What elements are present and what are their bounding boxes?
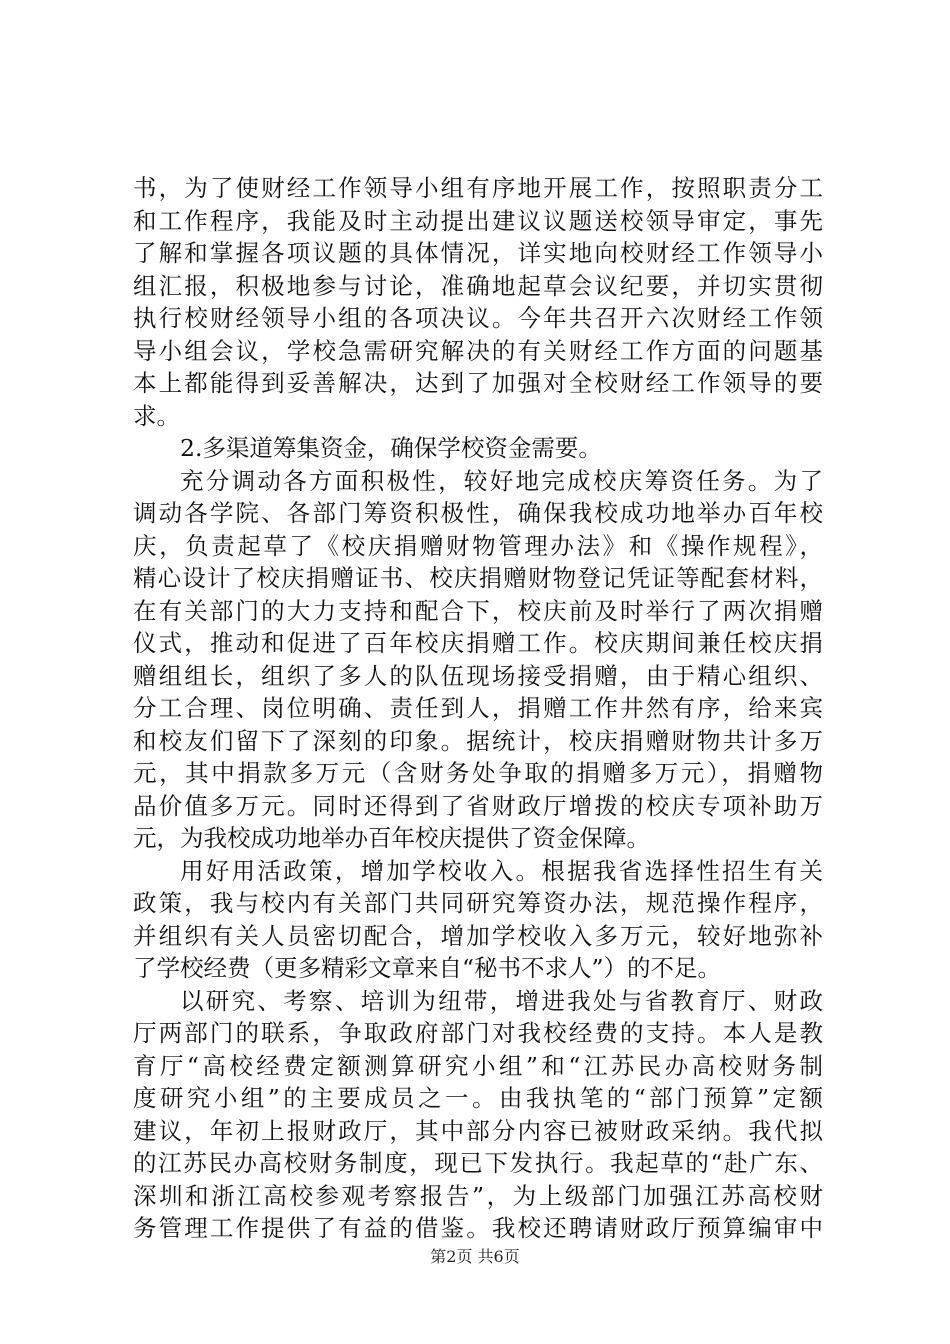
text-line: 2.多渠道筹集资金，确保学校资金需要。 <box>180 434 602 462</box>
document-body <box>133 172 823 1245</box>
text-line: 导小组会议，学校急需研究解决的有关财经工作方面的问题基 <box>133 336 823 365</box>
text-line: 元，为我校成功地举办百年校庆提供了资金保障。 <box>133 824 650 852</box>
text-line: 组汇报，积极地参与讨论，准确地起草会议纪要，并切实贯彻 <box>133 271 823 300</box>
text-line: 精心设计了校庆捐赠证书、校庆捐赠财物登记凭证等配套材料， <box>133 564 823 592</box>
text-line: 在有关部门的大力支持和配合下，校庆前及时举行了两次捐赠 <box>133 596 823 625</box>
text-line: 本上都能得到妥善解决，达到了加强对全校财经工作领导的要 <box>133 369 823 397</box>
text-line: 执行校财经领导小组的各项决议。今年共召开六次财经工作领 <box>133 304 823 332</box>
text-line: 赠组组长，组织了多人的队伍现场接受捐赠，由于精心组织、 <box>133 661 823 690</box>
text-line: 调动各学院、各部门筹资积极性，确保我校成功地举办百年校 <box>133 499 823 527</box>
text-line: 求。 <box>133 401 180 430</box>
text-line: 元，其中捐款多万元（含财务处争取的捐赠多万元），捐赠物 <box>133 759 823 787</box>
text-line: 度研究小组”的主要成员之一。由我执笔的“部门预算”定额 <box>133 1084 823 1112</box>
text-line: 品价值多万元。同时还得到了省财政厅增拨的校庆专项补助万 <box>133 791 823 820</box>
text-line: 育厅“高校经费定额测算研究小组”和“江苏民办高校财务制 <box>133 1051 823 1080</box>
text-line: 厅两部门的联系，争取政府部门对我校经费的支持。本人是教 <box>133 1019 823 1047</box>
text-line: 的江苏民办高校财务制度，现已下发执行。我起草的“赴广东、 <box>133 1149 823 1177</box>
text-line: 了解和掌握各项议题的具体情况，详实地向校财经工作领导小 <box>133 239 823 267</box>
text-line: 庆，负责起草了《校庆捐赠财物管理办法》和《操作规程》， <box>133 531 823 560</box>
text-line: 充分调动各方面积极性，较好地完成校庆筹资任务。为了 <box>180 466 823 495</box>
text-line: 政策，我与校内有关部门共同研究筹资办法，规范操作程序， <box>133 889 823 917</box>
text-line: 和工作程序，我能及时主动提出建议议题送校领导审定，事先 <box>133 206 823 235</box>
text-line: 以研究、考察、培训为纽带，增进我处与省教育厅、财政 <box>180 986 823 1015</box>
text-line: 务管理工作提供了有益的借鉴。我校还聘请财政厅预算编审中 <box>133 1214 823 1242</box>
text-line: 分工合理、岗位明确、责任到人，捐赠工作井然有序，给来宾 <box>133 694 823 722</box>
text-line: 书，为了使财经工作领导小组有序地开展工作，按照职责分工 <box>133 174 823 202</box>
text-line: 和校友们留下了深刻的印象。据统计，校庆捐赠财物共计多万 <box>133 726 823 755</box>
text-line: 了学校经费（更多精彩文章来自“秘书不求人”）的不足。 <box>133 954 722 982</box>
text-line: 用好用活政策，增加学校收入。根据我省选择性招生有关 <box>180 856 823 885</box>
text-line: 深圳和浙江高校参观考察报告”，为上级部门加强江苏高校财 <box>133 1181 823 1210</box>
text-line: 建议，年初上报财政厅，其中部分内容已被财政采纳。我代拟 <box>133 1116 823 1145</box>
page-footer: 第2页 共6页 <box>430 1247 520 1266</box>
text-line: 并组织有关人员密切配合，增加学校收入多万元，较好地弥补 <box>133 921 823 950</box>
text-line: 仪式，推动和促进了百年校庆捐赠工作。校庆期间兼任校庆捐 <box>133 629 823 657</box>
